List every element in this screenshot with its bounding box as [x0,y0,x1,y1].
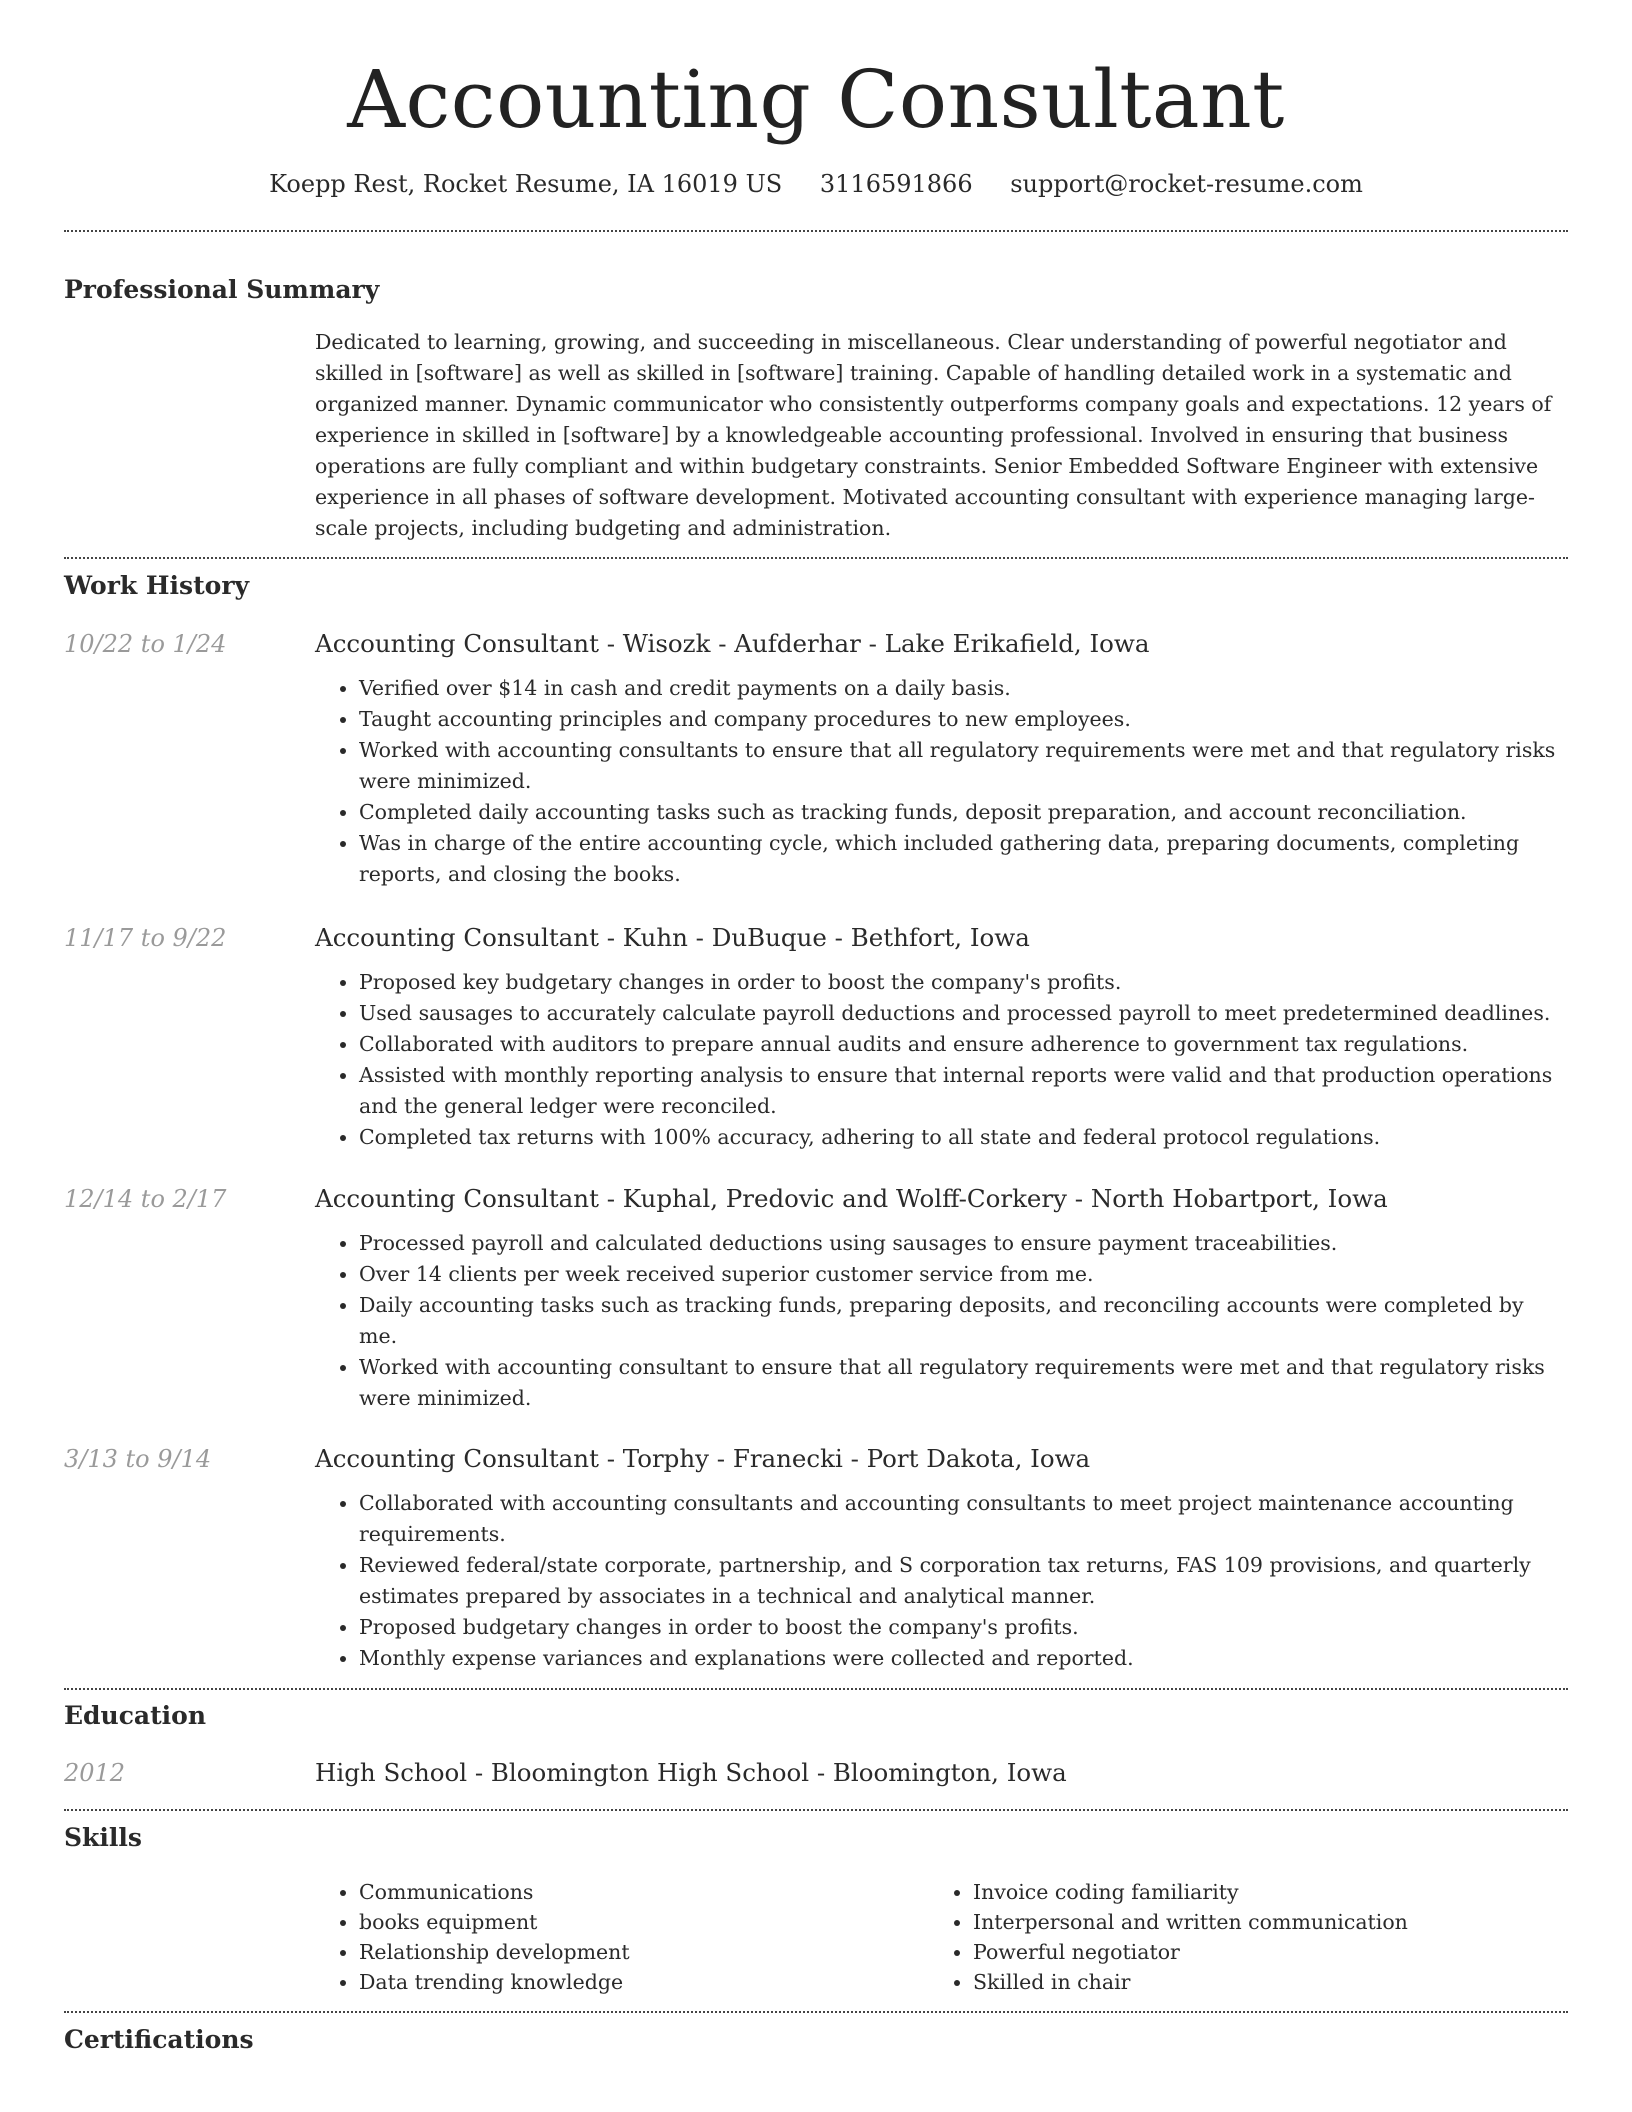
skill-item: • Communications [359,1877,929,1907]
job-title: Accounting Consultant - Wisozk - Aufderhar - Lake Erikafield, Iowa [315,629,1150,658]
skills-list-right [929,1877,1543,1997]
summary-divider [64,557,1568,559]
job-bullet: • Completed daily accounting tasks such as tracking funds, deposit preparation, and account reconciliation. [359,797,1568,828]
job-bullet: • Collaborated with auditors to prepare annual audits and ensure adherence to government tax regulations. [359,1029,1568,1060]
job-bullet: • Was in charge of the entire accounting cycle, which included gathering data, preparing documents, completing reports, and closing the books. [359,828,1568,890]
summary-heading: Professional Summary [64,275,380,304]
header-divider [64,230,1568,232]
job-bullet: • Verified over $14 in cash and credit payments on a daily basis. [359,673,1568,704]
job-bullets [315,1228,1568,1414]
contact-phone: 3116591866 [819,170,973,198]
contact-address: Koepp Rest, Rocket Resume, IA 16019 US [269,170,783,198]
skill-item: • Invoice coding familiarity [973,1877,1543,1907]
skills-divider [64,2011,1568,2013]
job-entry [64,1184,1568,1414]
job-bullet: • Assisted with monthly reporting analysis to ensure that internal reports were valid and that production operations and the general ledger were reconciled. [359,1060,1568,1122]
job-bullet: • Reviewed federal/state corporate, partnership, and S corporation tax returns, FAS 109 provisions, and quarterly estimates prepared by associates in a technical and analytical manner. [359,1550,1568,1612]
skill-item: • Relationship development [359,1937,929,1967]
job-bullet: • Monthly expense variances and explanations were collected and reported. [359,1643,1568,1674]
job-dates: 11/17 to 9/22 [64,924,227,952]
job-title: Accounting Consultant - Kuhn - DuBuque - Bethfort, Iowa [315,923,1030,952]
summary-text: Dedicated to learning, growing, and succeeding in miscellaneous. Clear understanding of powerful negotiator and skilled in [software] as well as skilled in [software] training. Capable of handling detailed work in a systematic and organized manner. Dynamic communicator who consistently outperforms company goals and expectations. 12 years of experience in skilled in [software] by a knowledgeable accounting professional. Involved in ensuring that business operations are fully compliant and within budgetary constraints. Senior Embedded Software Engineer with extensive experience in all phases of software development. Motivated accounting consultant with experience managing large-scale projects, including budgeting and administration. [315,330,1552,540]
resume-page [64,0,1568,2056]
resume-title: Accounting Consultant [347,53,1285,146]
contact-email: support@rocket-resume.com [1010,170,1363,198]
job-title: Accounting Consultant - Torphy - Franecki - Port Dakota, Iowa [315,1444,1091,1473]
job-dates: 12/14 to 2/17 [64,1185,227,1213]
skill-item: • Interpersonal and written communication [973,1907,1543,1937]
skill-item: • Data trending knowledge [359,1967,929,1997]
skill-item: • Powerful negotiator [973,1937,1543,1967]
job-bullet: • Worked with accounting consultant to ensure that all regulatory requirements were met and that regulatory risks were minimized. [359,1352,1568,1414]
certifications-heading: Certifications [64,2025,254,2054]
job-bullet: • Over 14 clients per week received superior customer service from me. [359,1259,1568,1290]
education-section [64,1700,1568,1788]
job-bullets [315,1488,1568,1674]
job-bullets [315,967,1568,1153]
skills-section [64,1822,1568,1997]
job-bullet: • Daily accounting tasks such as tracking funds, preparing deposits, and reconciling accounts were completed by me. [359,1290,1568,1352]
job-bullet: • Collaborated with accounting consultants and accounting consultants to meet project maintenance accounting requirements. [359,1488,1568,1550]
job-bullet: • Proposed budgetary changes in order to boost the company's profits. [359,1612,1568,1643]
summary-section [64,274,1568,544]
skill-item: • Skilled in chair [973,1967,1543,1997]
skills-heading: Skills [64,1823,142,1852]
contact-line [64,168,1568,200]
job-list [64,629,1568,1674]
job-title: Accounting Consultant - Kuphal, Predovic and Wolff-Corkery - North Hobartport, Iowa [315,1184,1388,1213]
work-section [64,570,1568,1674]
job-bullet: • Used sausages to accurately calculate payroll deductions and processed payroll to meet predetermined deadlines. [359,998,1568,1029]
job-bullet: • Worked with accounting consultants to ensure that all regulatory requirements were met and that regulatory risks were minimized. [359,735,1568,797]
job-entry [64,923,1568,1153]
job-dates: 3/13 to 9/14 [64,1445,212,1473]
job-entry [64,629,1568,890]
work-heading: Work History [64,571,250,600]
job-bullet: • Taught accounting principles and company procedures to new employees. [359,704,1568,735]
job-bullet: • Completed tax returns with 100% accuracy, adhering to all state and federal protocol regulations. [359,1122,1568,1153]
skills-list-left [315,1877,929,1997]
skill-item: • books equipment [359,1907,929,1937]
work-divider [64,1688,1568,1690]
job-bullets [315,673,1568,890]
job-dates: 10/22 to 1/24 [64,630,227,658]
education-divider [64,1809,1568,1811]
certifications-section [64,2024,1568,2056]
job-entry [64,1444,1568,1674]
job-bullet: • Proposed key budgetary changes in order to boost the company's profits. [359,967,1568,998]
education-title: High School - Bloomington High School - Bloomington, Iowa [315,1758,1067,1787]
skills-grid [315,1877,1568,1997]
education-heading: Education [64,1701,207,1730]
job-bullet: • Processed payroll and calculated deductions using sausages to ensure payment traceabilities. [359,1228,1568,1259]
education-year: 2012 [64,1759,126,1787]
